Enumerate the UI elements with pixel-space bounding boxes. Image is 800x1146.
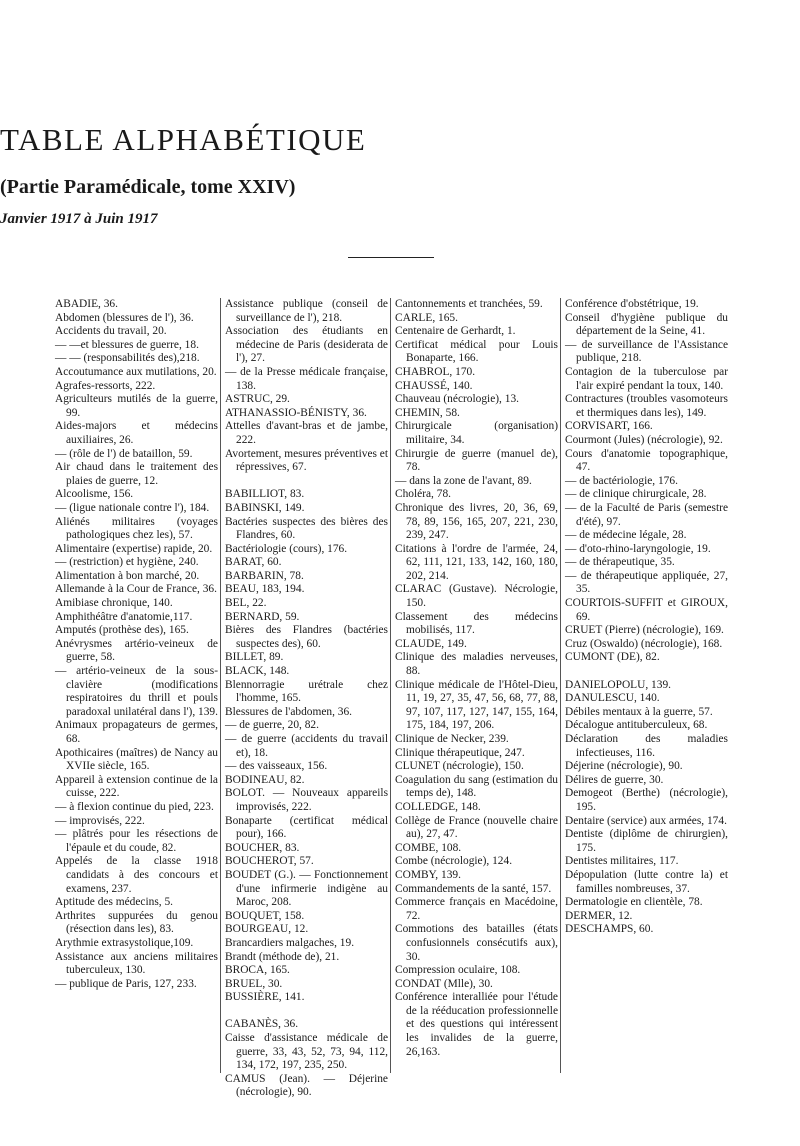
index-entry: Agrafes-ressorts, 222. bbox=[55, 379, 156, 392]
index-entry: — de la Presse médicale française, 138. bbox=[225, 365, 388, 392]
index-column-3 bbox=[395, 298, 558, 1059]
index-entry: Choléra, 78. bbox=[395, 488, 451, 501]
index-entry: Air chaud dans le traitement des plaies de guerre, 12. bbox=[55, 461, 218, 487]
index-entry: — à flexion continue du pied, 223. bbox=[55, 800, 214, 813]
index-entry: — publique de Paris, 127, 233. bbox=[55, 977, 197, 990]
index-entry: Chronique des livres, 20, 36, 69, 78, 89, 156, 165, 207, 221, 230, 239, 247. bbox=[395, 501, 558, 542]
index-entry: BEL, 22. bbox=[225, 597, 267, 610]
index-entry: Combe (nécrologie), 124. bbox=[395, 855, 513, 868]
index-entry: Amphithéâtre d'anatomie,117. bbox=[55, 610, 193, 623]
index-entry: Commotions des batailles (états confusionnels consécutifs aux), 30. bbox=[395, 923, 558, 963]
index-entry: Alcoolisme, 156. bbox=[55, 488, 134, 501]
index-entry: — d'oto-rhino-laryngologie, 19. bbox=[565, 542, 711, 555]
index-entry: COLLEDGE, 148. bbox=[395, 800, 481, 813]
index-entry: Association des étudiants en médecine de Paris (desiderata de l'), 27. bbox=[225, 325, 388, 365]
index-entry: BUSSIÈRE, 141. bbox=[225, 991, 305, 1004]
index-entry: ABADIE, 36. bbox=[55, 298, 118, 310]
index-entry: Aptitude des médecins, 5. bbox=[55, 896, 173, 909]
index-entry: Aides-majors et médecins auxiliaires, 26. bbox=[55, 420, 218, 446]
index-entry: Anévrysmes artério-veineux de guerre, 58. bbox=[55, 637, 218, 664]
index-entry: BEAU, 183, 194. bbox=[225, 583, 305, 596]
index-entry: CONDAT (Mlle), 30. bbox=[395, 977, 493, 990]
index-entry: BOURGEAU, 12. bbox=[225, 923, 309, 936]
index-column-2 bbox=[225, 298, 388, 1100]
index-entry: — de médecine légale, 28. bbox=[565, 529, 687, 542]
index-entry: BABINSKI, 149. bbox=[225, 501, 305, 514]
index-entry: COMBY, 139. bbox=[395, 868, 461, 881]
index-entry: CHEMIN, 58. bbox=[395, 406, 460, 419]
index-entry: Brancardiers malgaches, 19. bbox=[225, 936, 355, 949]
index-entry: Contagion de la tuberculose par l'air expiré pendant la toux, 140. bbox=[565, 365, 728, 392]
index-entry: Conseil d'hygiène publique du département de la Seine, 41. bbox=[565, 311, 728, 338]
index-entry: CLARAC (Gustave). Nécrologie, 150. bbox=[395, 583, 558, 610]
column-separator bbox=[390, 298, 391, 1073]
index-entry: — de guerre (accidents du travail et), 18. bbox=[225, 733, 388, 759]
index-entry: Clinique thérapeutique, 247. bbox=[395, 746, 525, 759]
index-entry: Dentiste (diplôme de chirurgien), 175. bbox=[565, 828, 728, 854]
index-entry: — — (responsabilités des),218. bbox=[55, 352, 200, 365]
index-entry: Certificat médical pour Louis Bonaparte, 166. bbox=[395, 338, 558, 365]
index-entry: Attelles d'avant-bras et de jambe, 222. bbox=[225, 420, 388, 446]
index-entry: Cantonnements et tranchées, 59. bbox=[395, 298, 543, 310]
index-entry: BOUCHER, 83. bbox=[225, 841, 300, 854]
index-entry: CORVISART, 166. bbox=[565, 420, 653, 433]
index-column-4 bbox=[565, 298, 728, 937]
index-entry: CLUNET (nécrologie), 150. bbox=[395, 760, 524, 773]
index-entry: BERNARD, 59. bbox=[225, 610, 300, 623]
index-entry: Appareil à extension continue de la cuisse, 222. bbox=[55, 773, 218, 800]
index-entry: BRUEL, 30. bbox=[225, 977, 283, 990]
index-entry: Bonaparte (certificat médical pour), 166. bbox=[225, 814, 388, 841]
index-entry: Chirurgie de guerre (manuel de), 78. bbox=[395, 447, 558, 474]
date-range: Janvier 1917 à Juin 1917 bbox=[0, 211, 158, 227]
index-entry: Arthrites suppurées du genou (résection dans les), 83. bbox=[55, 909, 218, 936]
index-entry: — artério-veineux de la sous-clavière (modifications respiratoires du thrill et pouls paradoxal unilatéral dans l'), 139. bbox=[55, 665, 218, 718]
index-entry: — des vaisseaux, 156. bbox=[225, 760, 328, 773]
index-entry: Conférence d'obstétrique, 19. bbox=[565, 298, 699, 310]
index-entry: — plâtrés pour les résections de l'épaule et du coude, 82. bbox=[55, 828, 218, 854]
index-entry: CUMONT (DE), 82. bbox=[565, 651, 660, 664]
index-entry: — (ligue nationale contre l'), 184. bbox=[55, 501, 210, 514]
index-entry: — de surveillance de l'Assistance publique, 218. bbox=[565, 338, 728, 365]
index-entry: Accidents du travail, 20. bbox=[55, 325, 167, 338]
index-entry: Citations à l'ordre de l'armée, 24, 62, 111, 121, 133, 142, 160, 180, 202, 214. bbox=[395, 542, 558, 582]
index-entry: Bactériologie (cours), 176. bbox=[225, 542, 348, 555]
index-entry: BOUCHEROT, 57. bbox=[225, 855, 314, 868]
index-entry: — (rôle de l') de bataillon, 59. bbox=[55, 447, 193, 460]
index-columns bbox=[55, 298, 761, 1118]
index-entry: BOUQUET, 158. bbox=[225, 909, 305, 922]
index-entry: Commandements de la santé, 157. bbox=[395, 882, 552, 895]
index-entry: Allemande à la Cour de France, 36. bbox=[55, 583, 217, 596]
index-entry: Bières des Flandres (bactéries suspectes des), 60. bbox=[225, 624, 388, 650]
index-entry: BROCA, 165. bbox=[225, 964, 290, 977]
index-entry: Décalogue antituberculeux, 68. bbox=[565, 719, 708, 732]
index-entry: Accoutumance aux mutilations, 20. bbox=[55, 365, 217, 378]
index-entry: Dépopulation (lutte contre la) et familles nombreuses, 37. bbox=[565, 868, 728, 895]
index-entry: ASTRUC, 29. bbox=[225, 393, 290, 406]
index-entry: — dans la zone de l'avant, 89. bbox=[395, 474, 532, 487]
index-entry: BOUDET (G.). — Fonctionnement d'une infirmerie indigène au Maroc, 208. bbox=[225, 868, 388, 909]
index-entry: — improvisés, 222. bbox=[55, 814, 145, 827]
index-entry: Demogeot (Berthe) (nécrologie), 195. bbox=[565, 787, 728, 813]
index-entry: BABILLIOT, 83. bbox=[225, 488, 305, 501]
index-entry: — de bactériologie, 176. bbox=[565, 474, 678, 487]
index-entry: Assistance publique (conseil de surveillance de l'), 218. bbox=[225, 298, 388, 324]
index-entry: Coagulation du sang (estimation du temps de), 148. bbox=[395, 773, 558, 800]
index-entry: Dermatologie en clientèle, 78. bbox=[565, 896, 703, 909]
index-entry: Blessures de l'abdomen, 36. bbox=[225, 705, 353, 718]
index-entry: Clinique médicale de l'Hôtel-Dieu, 11, 19, 27, 35, 47, 56, 68, 77, 88, 97, 107, 117, 127, 147, 155, 164, 175, 184, 197, 206. bbox=[395, 678, 558, 732]
index-entry: Conférence interalliée pour l'étude de la rééducation professionnelle et des questions qui intéressent les invalides de la guerre, 26,163. bbox=[395, 991, 558, 1058]
index-entry: Clinique des maladies nerveuses, 88. bbox=[395, 651, 558, 678]
index-entry: BLACK, 148. bbox=[225, 665, 290, 678]
index-entry: Abdomen (blessures de l'), 36. bbox=[55, 311, 194, 324]
index-entry: Apothicaires (maîtres) de Nancy au XVIIe siècle, 165. bbox=[55, 746, 218, 773]
index-entry: Commerce français en Macédoine, 72. bbox=[395, 896, 558, 922]
index-entry: Assistance aux anciens militaires tuberculeux, 130. bbox=[55, 950, 218, 977]
index-entry: Arythmie extrasystolique,109. bbox=[55, 936, 194, 949]
index-entry: Classement des médecins mobilisés, 117. bbox=[395, 610, 558, 637]
index-entry: Bactéries suspectes des bières des Flandres, 60. bbox=[225, 515, 388, 542]
index-entry: Cours d'anatomie topographique, 47. bbox=[565, 447, 728, 474]
index-column-1 bbox=[55, 298, 218, 991]
index-entry: CHABROL, 170. bbox=[395, 365, 476, 378]
page-title: TABLE ALPHABÉTIQUE bbox=[0, 122, 367, 157]
index-entry: Cruz (Oswaldo) (nécrologie), 168. bbox=[565, 637, 723, 650]
index-entry: Collège de France (nouvelle chaire au), 27, 47. bbox=[395, 814, 558, 841]
index-entry: Animaux propagateurs de germes, 68. bbox=[55, 719, 218, 745]
index-entry: DESCHAMPS, 60. bbox=[565, 923, 654, 936]
index-entry: Déclaration des maladies infectieuses, 116. bbox=[565, 733, 728, 759]
index-entry: Délires de guerre, 30. bbox=[565, 773, 664, 786]
index-entry: Blennorragie urétrale chez l'homme, 165. bbox=[225, 678, 388, 705]
index-entry: DANIELOPOLU, 139. bbox=[565, 678, 671, 691]
index-entry: Déjerine (nécrologie), 90. bbox=[565, 760, 683, 773]
index-entry: Avortement, mesures préventives et répressives, 67. bbox=[225, 447, 388, 474]
title-rule bbox=[348, 257, 434, 258]
index-entry: — de thérapeutique appliquée, 27, 35. bbox=[565, 569, 728, 596]
column-separator bbox=[560, 298, 561, 1073]
index-entry: CABANÈS, 36. bbox=[225, 1018, 299, 1031]
index-entry: COMBE, 108. bbox=[395, 841, 462, 854]
index-entry: Débiles mentaux à la guerre, 57. bbox=[565, 705, 713, 718]
index-entry: Caisse d'assistance médicale de guerre, 33, 43, 52, 73, 94, 112, 134, 172, 197, 235, 250. bbox=[225, 1032, 388, 1072]
page-subtitle: (Partie Paramédicale, tome XXIV) bbox=[0, 176, 296, 198]
index-entry: Courmont (Jules) (nécrologie), 92. bbox=[565, 433, 723, 446]
index-entry: DERMER, 12. bbox=[565, 909, 633, 922]
index-entry: CRUET (Pierre) (nécrologie), 169. bbox=[565, 624, 724, 637]
index-entry: Chirurgicale (organisation) militaire, 34. bbox=[395, 420, 558, 446]
index-entry: Brandt (méthode de), 21. bbox=[225, 950, 340, 963]
index-entry: COURTOIS-SUFFIT et GIROUX, 69. bbox=[565, 597, 728, 623]
index-entry: CAMUS (Jean). — Déjerine (nécrologie), 90. bbox=[225, 1072, 388, 1099]
index-entry: — (restriction) et hygiène, 240. bbox=[55, 556, 199, 569]
index-entry: Compression oculaire, 108. bbox=[395, 964, 521, 977]
index-entry: Chauveau (nécrologie), 13. bbox=[395, 393, 519, 406]
index-entry: — de la Faculté de Paris (semestre d'été), 97. bbox=[565, 501, 728, 528]
index-entry: BARBARIN, 78. bbox=[225, 569, 304, 582]
index-entry: BODINEAU, 82. bbox=[225, 773, 305, 786]
index-entry: Dentistes militaires, 117. bbox=[565, 855, 679, 868]
index-entry: ATHANASSIO-BÉNISTY, 36. bbox=[225, 406, 367, 419]
index-entry: BILLET, 89. bbox=[225, 651, 284, 664]
index-entry: — —et blessures de guerre, 18. bbox=[55, 338, 199, 351]
index-entry: Appelés de la classe 1918 candidats à des concours et examens, 237. bbox=[55, 855, 218, 895]
index-entry: Amibiase chronique, 140. bbox=[55, 597, 173, 610]
index-entry: CARLE, 165. bbox=[395, 311, 458, 324]
index-entry: DANULESCU, 140. bbox=[565, 692, 660, 705]
index-entry: CHAUSSÉ, 140. bbox=[395, 379, 473, 392]
index-entry: Alimentaire (expertise) rapide, 20. bbox=[55, 542, 213, 555]
index-entry: Dentaire (service) aux armées, 174. bbox=[565, 814, 727, 827]
index-entry: BOLOT. — Nouveaux appareils improvisés, 222. bbox=[225, 787, 388, 813]
index-entry: — de thérapeutique, 35. bbox=[565, 556, 675, 569]
index-entry: Clinique de Necker, 239. bbox=[395, 733, 509, 745]
index-entry: Aliénés militaires (voyages pathologiques chez les), 57. bbox=[55, 515, 218, 542]
index-entry: Contractures (troubles vasomoteurs et thermiques dans les), 149. bbox=[565, 393, 728, 419]
index-entry: Alimentation à bon marché, 20. bbox=[55, 569, 200, 582]
index-entry: Centenaire de Gerhardt, 1. bbox=[395, 325, 516, 338]
index-entry: Agriculteurs mutilés de la guerre, 99. bbox=[55, 393, 218, 419]
index-entry: Amputés (prothèse des), 165. bbox=[55, 624, 189, 637]
index-entry: BARAT, 60. bbox=[225, 556, 282, 569]
index-entry: — de clinique chirurgicale, 28. bbox=[565, 488, 707, 501]
column-separator bbox=[220, 298, 221, 1073]
index-entry: — de guerre, 20, 82. bbox=[225, 719, 319, 732]
index-entry: CLAUDE, 149. bbox=[395, 637, 467, 650]
